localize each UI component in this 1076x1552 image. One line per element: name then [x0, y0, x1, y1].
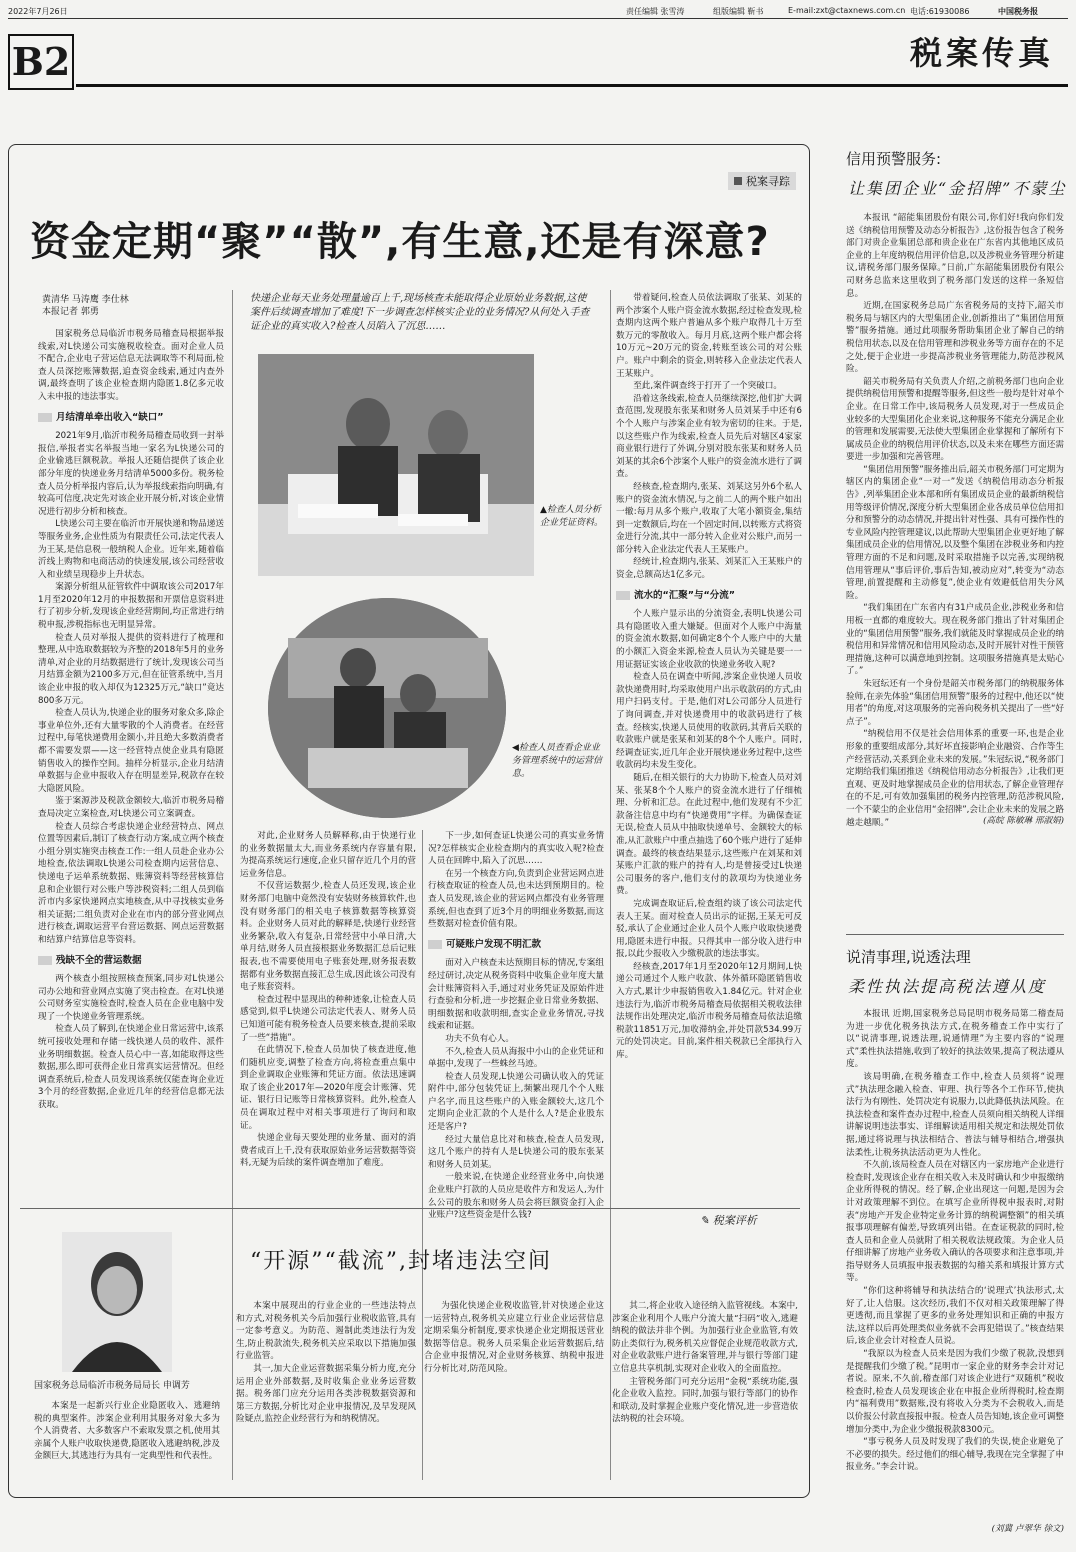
column-tag: 税案寻踪 [728, 172, 796, 190]
commentary-col-4: 其二,将企业收入途径纳入监管视线。本案中,涉案企业利用个人账户分流大量“扫码”收入,逃避纳税的做法并非个例。为加强行业企业监管,有效防止类似行为,税务机关应督促企业规范收款方式,对企业收款账户进行备案管理,并与银行等部门建立信息共享机制,实现对企业收入的全面监控。 主管税务部门可充分运用“金税”系统功能,强化企业收入监控。同时,加强与银行等部门的协作和联动,及时掌握企业账户变化情况,进一步营造依法纳税的社会环境。 [612, 1301, 798, 1425]
sidebar-bottom-credit: (刘冀 卢翠华 徐文) [991, 1524, 1064, 1534]
masthead-rule [76, 84, 1068, 87]
page-number: B2 [8, 34, 74, 90]
column-rule-3 [422, 830, 423, 1480]
email: E-mail:zxt@ctaxnews.com.cn [788, 6, 906, 15]
subhead-3: 可疑账户发现不明汇款 [428, 939, 604, 952]
issue-date: 2022年7月26日 [8, 7, 68, 16]
sidebar-top-body: 本报讯 “韶能集团股份有限公司,你们好!我向你们发送《纳税信用预警及动态分析报告》,这份报告包含了税务部门对贵企业集团总部和贵企业在广东省内其他地区成员企业的上年度纳税信用评价信息,以及涉税业务管理分析建议,请税务部门服务保障。”日前,广东韶能集团股份有限公司财务总监来这里收到了税务部门发送的这样一条短信息。 近期,在国家税务总局广东省税务局的支持下,韶关市税务局与辖区内的大型集团企业,创新推出了“集团信用预警”服务措施。通过此项服务帮助集团企业了解自己的纳税信用状态,以及在信用管理和涉税业务等方面存在的不足之处,便于企业进一步提高涉税业务管理能力,防范涉税风险。 韶关市税务局有关负责人介绍,之前税务部门也向企业提供纳税信用预警和提醒等服务,但这些一般均是针对单个企业。在日常工作中,该局税务人员发现,对于一些成员企业较多的大型集团化企业来说,这种服务不能充分满足企业的管理和发展需要,无法使大型集团企业掌握和了解所有下属成员企业的纳税信用评价状态,以及未来在哪些方面还需要进一步加强和完善管理。 “集团信用预警”服务推出后,韶关市税务部门可定期为辖区内的集团企业“一对一”发送《纳税信用动态分析报告》,列举集团企业本部和所有集团成员企业的最新纳税信用等级评价情况,深度分析大型集团企业各成员单位信用扣分和预警分的动态情况,并提出针对性强、具有可操作性的专业风险内控管理建议,以此帮助大型集团企业更好地了解集团成员企业的信用情况,以及整个集团在涉税业务和内控管理方面的不足和问题,及时采取措施予以完善,实现纳税信用管理从“事后评价,事后告知,被动应对”,转变为“动态管理,前置提醒和主动修复”,使企业有效避低信用失分风险。 “我们集团在广东省内有31户成员企业,涉税业务和信用板一直都的难度较大。现在税务部门推出了针对集团企业的“集团信用预警”服务,我们就能及时掌握成员企业的纳税信用和异常情况和信用风险动态,及时开展针对性干预管理措施,这种可以满意地到控制。这项服务措施真是太贴心了。” 朱冠纭还有一个身份是韶关市税务部门的纳税服务体验师,在亲先体验“集团信用预警”服务的过程中,他还以“使用者”的角度,对这项服务的完善向税务机关提出了一些“好点子”。 “纳税信用不仅是社会信用体系的重要一环,也是企业形象的重要组成部分,其好坏直接影响企业融资、合作等生产经营活动,关系到企业未来的发展。”朱冠纭说,“税务部门定期给我们集团推送《纳税信用动态分析报告》,让我们更直观、更及时地掌握成员企业的信用状态,了解企业管理存在的不足,可有效加强集团的税务内控管理,防范涉税风险,一个不蒙尘的企业信用“金招牌”,会让企业未来的发展之路越走越顺。” [846, 213, 1064, 828]
section-title: 税案传真 [909, 34, 1054, 72]
photo-2-illustration [268, 598, 506, 818]
commentary-tag: ✎ 税案评析 [700, 1214, 757, 1227]
layout-editor: 组版编辑 靳书 [713, 7, 764, 16]
commentary-col-2: 本案中展现出的行业企业的一些违法特点和方式,对税务机关今后加强行业税收监管,具有一定参考意义。为防范、遏制此类违法行为发生,防止税款流失,税务机关应采取以下措施加强行业监管。 其一,加大企业运营数据采集分析力度,充分运用企业外部数据,及时收集企业业务运营数据。税务部门应充分运用各类涉税数据资源和第三方数据,分析比对企业申报情况,及早发现风险疑点,监控企业经营行为和纳税情况。 [236, 1301, 416, 1425]
sidebar-bottom-kicker: 说清事理,说透法理 [846, 948, 971, 966]
sidebar-bottom-title: 柔性执法提高税法遵从度 [848, 977, 1047, 996]
commentary-col-1: 本案是一起新兴行业企业隐匿收入、逃避纳税的典型案件。涉案企业利用其服务对象大多为个人消费者、大多数客户不索取发票之机,使用其亲属个人账户收取快递费,隐匿收入逃避纳税,涉及金额巨大,其逃违行为具有一定典型性和代表性。 [34, 1401, 220, 1462]
column-2: 对此,企业财务人员解释称,由于快递行业的业务数据量太大,而业务系统内存容量有限,为提高系统运行速度,企业只留存近几个月的营运业务信息。 不仅营运数据少,检查人员还发现,该企业财务部门电脑中竟然没有安装财务核算软件,也没有财务部门的相关电子核算数据等核算资料。企业财务人员对此的解释是,快递行业经营业务繁杂,收入有复杂,日常经营中小单日清,大单月结,财务人员直接根据业务数据汇总后记账报表,也不需要使用电子账套处理,财务报表数据都有业务数据直接汇总生成,因此该公司没有电子账套资料。 检查过程中显现出的种种迹象,让检查人员感觉到,似乎L快递公司法定代表人、财务人员已知道可能有税务检查人员要来核查,提前采取了一些“措施”。 在此情况下,检查人员加快了核查进度,他们随机应变,调整了检查方向,将检查重点集中到企业调取企业账簿和凭证方面。依法迅速调取了该企业2017年—2020年度会计账簿、凭证、银行日记账等日常核算资料。此外,检查人员在调取过程中对相关事项进行了询问和取证。 快递企业每天要处理的业务量、面对的消费者成百上千,没有获取原始业务运营数据等资料,无疑为后续的案件调查增加了难度。 [240, 831, 416, 1169]
author-portrait [62, 1232, 172, 1372]
sidebar-divider [846, 934, 1064, 935]
headline: 资金定期“聚”“散”,有生意,还是有深意? [30, 219, 770, 265]
lede: 快递企业每天业务处理量逾百上千,现场核查未能取得企业原始业务数据,这使案件后续调查增加了难度!下一步调查怎样核实企业的业务情况?从何处入手查证企业的真实收入?检查人员陷入了沉思…… [250, 293, 590, 332]
subhead-box-icon [38, 956, 52, 965]
photo-inspectors-reviewing-documents [258, 354, 534, 576]
byline-reporter: 本报记者 郭勇 [42, 307, 99, 317]
phone: 电话:61930086 [910, 7, 970, 16]
byline [42, 294, 222, 318]
column-rule-1 [232, 290, 233, 1480]
commentary-divider [20, 1208, 800, 1209]
sidebar-top-credit: (高皖 陈敏琳 邢淑娟) [983, 816, 1064, 826]
sidebar-bottom-body: 本报讯 近期,国家税务总局昆明市税务局第二稽查局为进一步优化税务执法方式,在税务稽查工作中实行了以“说清事理,说透法理,说通情理”为主要内容的“说理式”柔性执法措施,收到了较好的执法效果,提高了税法遵从度。 该局明确,在税务稽查工作中,检查人员须将“说理式”执法理念融入检查、审理、执行等各个工作环节,使执法行为有刚性、处罚决定有说服力,以此降低执法风险。在执法检查和案件查办过程中,检查人员须向相关纳税人详细讲解说明违法事实、详细解读适用相关规定和法规处罚依据,通过将说理与执法相结合、普法与辅导相结合,增强执法柔性,让税务执法活动更为人性化。 不久前,该局检查人员在对辖区内一家房地产企业进行检查时,发现该企业存在相关收入未及时确认和少申报缴纳企业所得税的情况。经了解,企业出现这一问题,是因为会计对政策理解不到位。在填写企业所得税申报表时,对附表“房地产开发企业特定业务计算的纳税调整额”的相关填报事项理解有偏差,导致填列出错。在查证税款的同时,检查人员和企业人员就附了相关税收法规政策。为企业人员仔细讲解了房地产业务收入确认的各项要求和注意事项,并指导财务人员填报申报表数据的勾稽关系和填报计算方式等。 “你们这种将辅导和执法结合的‘说理式’执法形式,太好了,让人信服。这次经历,我们不仅对相关政策理解了得更透彻,而且掌握了更多的业务处理知识和正确的申报方法,这样以后再处理类似业务就不会再犯错误了。”核查结果后,该企业会计对检查人员说。 “我原以为检查人员来是因为我们少缴了税款,没想到是提醒我们少缴了税。”昆明市一家企业的财务李会计对记者说。原来,不久前,稽查部门对该企业进行“双随机”税收检查时,检查人员发现该企业在申报企业所得税时,检查期内“福利费用”数据账,没有将收入分类为不会税收入,而是以价报公付款直接报申报。检查人员告知她,该企业可调整增加分类中,为企业少缴报税款8300元。 “事亏税务人员及时发现了我们的失误,使企业避免了不必要的损失。经过他们的细心辅导,我现在完全掌握了申报业务。”李会计说。 [846, 1009, 1064, 1473]
subhead-box-icon [38, 413, 52, 422]
subhead-4: 流水的“汇聚”与“分流” [616, 590, 802, 603]
byline-authors: 黄清华 马涛鹰 李仕林 [42, 295, 129, 305]
editor: 责任编辑 张雪涛 [626, 7, 685, 16]
author-caption: 国家税务总局临沂市税务局局长 申调芳 [34, 1381, 190, 1391]
photo-2-caption: ◀检查人员查看企业业务管理系统中的运营信息。 [512, 743, 603, 779]
column-1: 国家税务总局临沂市税务局稽查局根据举报线索,对L快递公司实施税收检查。面对企业人员不配合,企业电子营运信息无法调取等不利局面,检查人员深挖账簿数据,追查资金线索,通过内查外调,最终查明了该企业检查期内隐匿1.8亿多元收入未申报的违法事实。 月结清单牵出收入“缺口” 2021年9月,临沂市税务局稽查局收到一封举报信,举报者实名举报当地一家名为L快递公司的企业偷逃巨额税款。举报人还随信提供了该企业部分年度的快递业务月结清单5000多份。税务检查人员分析举报内容后,认为举报线索指向明确,有较高可信度,决定先对该企业开展分析,对该企业情况进行初步分析和核查。 L快递公司主要在临沂市开展快递和物品递送等服务业务,企业性质为有限责任公司,法定代表人为王某,是信息税一般纳税人企业。近年来,随着临沂线上购物和电商活动的快速发展,该公司经营收入和业绩呈现稳步上升状态。 案源分析组从征管软件中调取该公司2017年1月至2020年12月的申报数据和开票信息资料进行了初步分析,发现该企业经营期间,均正常进行纳税申报,涉税指标也无明显异常。 检查人员对举报人提供的资料进行了梳理和整理,从中选取数据较为齐整的2018年5月的业务清单,对企业的月结数据进行了统计,发现该公司当月结算金额为2100多万元,但在征管系统中,当月该企业申报的收入却仅为12325万元,“缺口”竟达800多万元。 检查人员认为,快递企业的服务对象众多,除企事业单位外,还有大量零散的个人消费者。在经营过程中,每笔快递费用金额小,并且绝大多数消费者都不需要发票——这一经营特点使企业具有隐匿销售收入的操作空间。抽样分析显示,企业月结清单数据与企业申报收入存在明显差异,税款存在较大隐匿风险。 鉴于案源涉及税款金额较大,临沂市税务局稽查局决定立案检查,对L快递公司立案调查。 检查人员综合考虑快递企业经营特点、网点位置等因素后,制订了核查行动方案,成立两个核查小组分别实施突击核查工作:一组人员赴企业办公地检查,依法调取L快递公司检查期内运营信息、快递电子运单系统数据、账簿资料等经营核算信息和企业银行对公账户等涉税资料;二组人员到临沂市内多家快递网点实地核查,从中寻找核实业务相关证据;二组负责对企业在市内的部分营业网点进行核查,调取运营平台营运数据、网点运营数据和结算户结算信息等资料。 残缺不全的营运数据 两个核查小组按照核查预案,同步对L快递公司办公地和营业网点实施了突击检查。在对L快递公司财务室实施检查时,检查人员在企业电脑中发现了一个快递业务管理系统。 检查人员了解到,在快递企业日常运营中,该系统可接收处理和存储一线快递人员的收件、派件业务明细数据。检查人员心中一喜,如能取得这些数据,那么即可获得企业日常真实运营情况。但经调查系统后,检查人员发现该系统仅能查询企业近3个月的经营数据,企业近几年的经营信息都无法获取。 [38, 329, 224, 1111]
photo-1-caption: ▲检查人员分析企业凭证资料。 [540, 505, 604, 528]
sidebar-top-title: 让集团企业“金招牌”不蒙尘 [848, 179, 1067, 198]
photo-1-illustration [258, 354, 534, 576]
paper-name: 中国税务报 [998, 7, 1038, 16]
sidebar-top-kicker: 信用预警服务: [846, 150, 942, 168]
column-2b: 下一步,如何查证L快递公司的真实业务情况?怎样核实企业检查期内的真实收入呢?检查人员在回眸中,陷入了沉思…… 在另一个核查方向,负责到企业营运网点进行核查取证的检查人员,也未达到预期目的。检查人员发现,该企业的营运网点都没有业务管理系统,但也查到了近3个月的明细业务数据,而这些数据对检查价值有限。 可疑账户发现不明汇款 面对入户核查未达预期目标的情况,专案组经过研讨,决定从税务资料中收集企业年度大量会计账簿资料入手,通过对业务凭证及原始件进行查验和分析,进一步挖掘企业日常业务数据、明细数据和收款明细,查实企业业务情况,寻找线索和证据。 功夫不负有心人。 不久,检查人员从海报中小山的企业凭证和单据中,发现了一些蛛丝马迹。 检查人员发现,L快递公司确认收入的凭证附件中,部分包装凭证上,频繁出现几个个人账户名字,而且这些账户的入账金额较大,这几个定期向企业汇款的个人是什么人?是企业股东还是客户? 经过大量信息比对和核查,检查人员发现,这几个账户的持有人是L快递公司的股东张某和财务人员刘某。 一般来说,在快递企业经营业务中,向快递企业账户打款的人员应是收件方和发运人,为什么公司的股东和财务人员会将巨额资金打入企业账户?这些资金是什么钱? [428, 831, 604, 1221]
column-rule-2 [610, 290, 611, 1480]
subhead-2: 残缺不全的营运数据 [38, 955, 224, 968]
subhead-box-icon [616, 591, 630, 600]
tag-square-icon [734, 177, 742, 185]
commentary-title: “开源”“截流”,封堵违法空间 [250, 1249, 552, 1274]
photo-inspectors-viewing-system [268, 598, 506, 818]
masthead-bar [8, 6, 1068, 19]
portrait-illustration [62, 1232, 172, 1372]
pen-icon: ✎ [700, 1214, 710, 1227]
commentary-col-3: 为强化快递企业税收监管,针对快递企业这一运营特点,税务机关应建立行业企业运营信息定期采集分析制度,要求快递企业定期报送营业数据等信息。税务人员采集企业运营数据后,结合企业申报情况,对企业财务核算、纳税申报进行分析比对,防范风险。 [424, 1301, 604, 1374]
subhead-1: 月结清单牵出收入“缺口” [38, 412, 224, 425]
subhead-box-icon [428, 940, 442, 949]
column-3: 带着疑问,检查人员依法调取了张某、刘某的两个涉案个人账户资金流水数据,经过检查发现,检查期内这两个账户普遍从多个账户取得几十万至数万元的零散收入。每月月底,这两个账户都会将10万元~20万元的资金,转账至该公司的对公账户。账户中剩余的资金,则转移入企业法定代表人王某账户。 至此,案件调查终于打开了一个突破口。 沿着这条线索,检查人员继续深挖,他们扩大调查范围,发现股东张某和财务人员刘某手中还有6个个人账户与涉案企业有较为密切的往来。于是,以这些账户作为线索,检查人员先后对辖区4家家商业银行进行了外调,分别对股东张某和财务人员刘某的其余6个涉案个人账户的资金流水进行了调查。 经核查,检查期内,张某、刘某这另外6个私人账户的资金流水情况,与之前二人的两个账户如出一辙:每月从多个账户,收取了大笔小额资金,集结到一定数额后,均在一个固定时间,以转账方式将资金进行分流,其中一部分转入企业对公账户,而另一部分转入企业法定代表人王某账户。 经统计,检查期内,张某、刘某汇入王某账户的资金,总额高达1亿多元。 流水的“汇聚”与“分流” 个人账户显示出的分流资金,表明L快递公司具有隐匿收入重大嫌疑。但面对个人账户中海量的资金流水数据,如何确定8个个人账户中的大量的小额汇入资金来源,检查人员认为关键是要一一用证据证实该企业收款的快递业务收入呢? 检查人员在调查中听闻,涉案企业快递人员收款快递费用时,均采取使用户出示收款码的方式,由用户扫码支付。于是,他们对L公司部分人员进行了询问调查,并对快递费用中的收款码进行了核查。经核实,快递人员使用的收款码,其背后关联的收款账户就是张某和刘某的8个个人账户。同时,经调查证实,近几年企业开展快递业务过程中,这些收款码均未发生变化。 随后,在相关银行的大力协助下,检查人员对刘某、张某8个个人账户的资金流水进行了仔细梳理、分析和汇总。在此过程中,他们发现有不少汇款备注信息中均有“快递费用”字样。为确保查证无误,检查人员从中抽取快递单号、金额较大的标准,从汇款账户中重点抽选了60个账户进行了延伸调查。最终的核查结果显示,这些账户在刘某和刘某账户汇款的账户的持有人,均是曾接受过L快递公司服务的客户,他们支付的款项均为快递业务费。 完成调查取证后,检查组约谈了该公司法定代表人王某。面对检查人员出示的证据,王某无可反驳,承认了企业通过企业人员个人账户收取快递费用,隐匿未进行申报。只得其申一部分收入进行申报,以此少报收入少缴税款的违法事实。 经核查,2017年1月至2020年12月期间,L快递公司通过个人账户收款、体外循环隐匿销售收入方式,累计少申报销售收入1.84亿元。针对企业违法行为,临沂市税务局稽查局依据相关税收法律法规作出处理决定,临沂市税务局稽查局依法追缴税款11851万元,加收滞纳金,并处罚款534.99万元的处罚决定。目前,案件相关税款已全部执行入库。 [616, 293, 802, 1061]
